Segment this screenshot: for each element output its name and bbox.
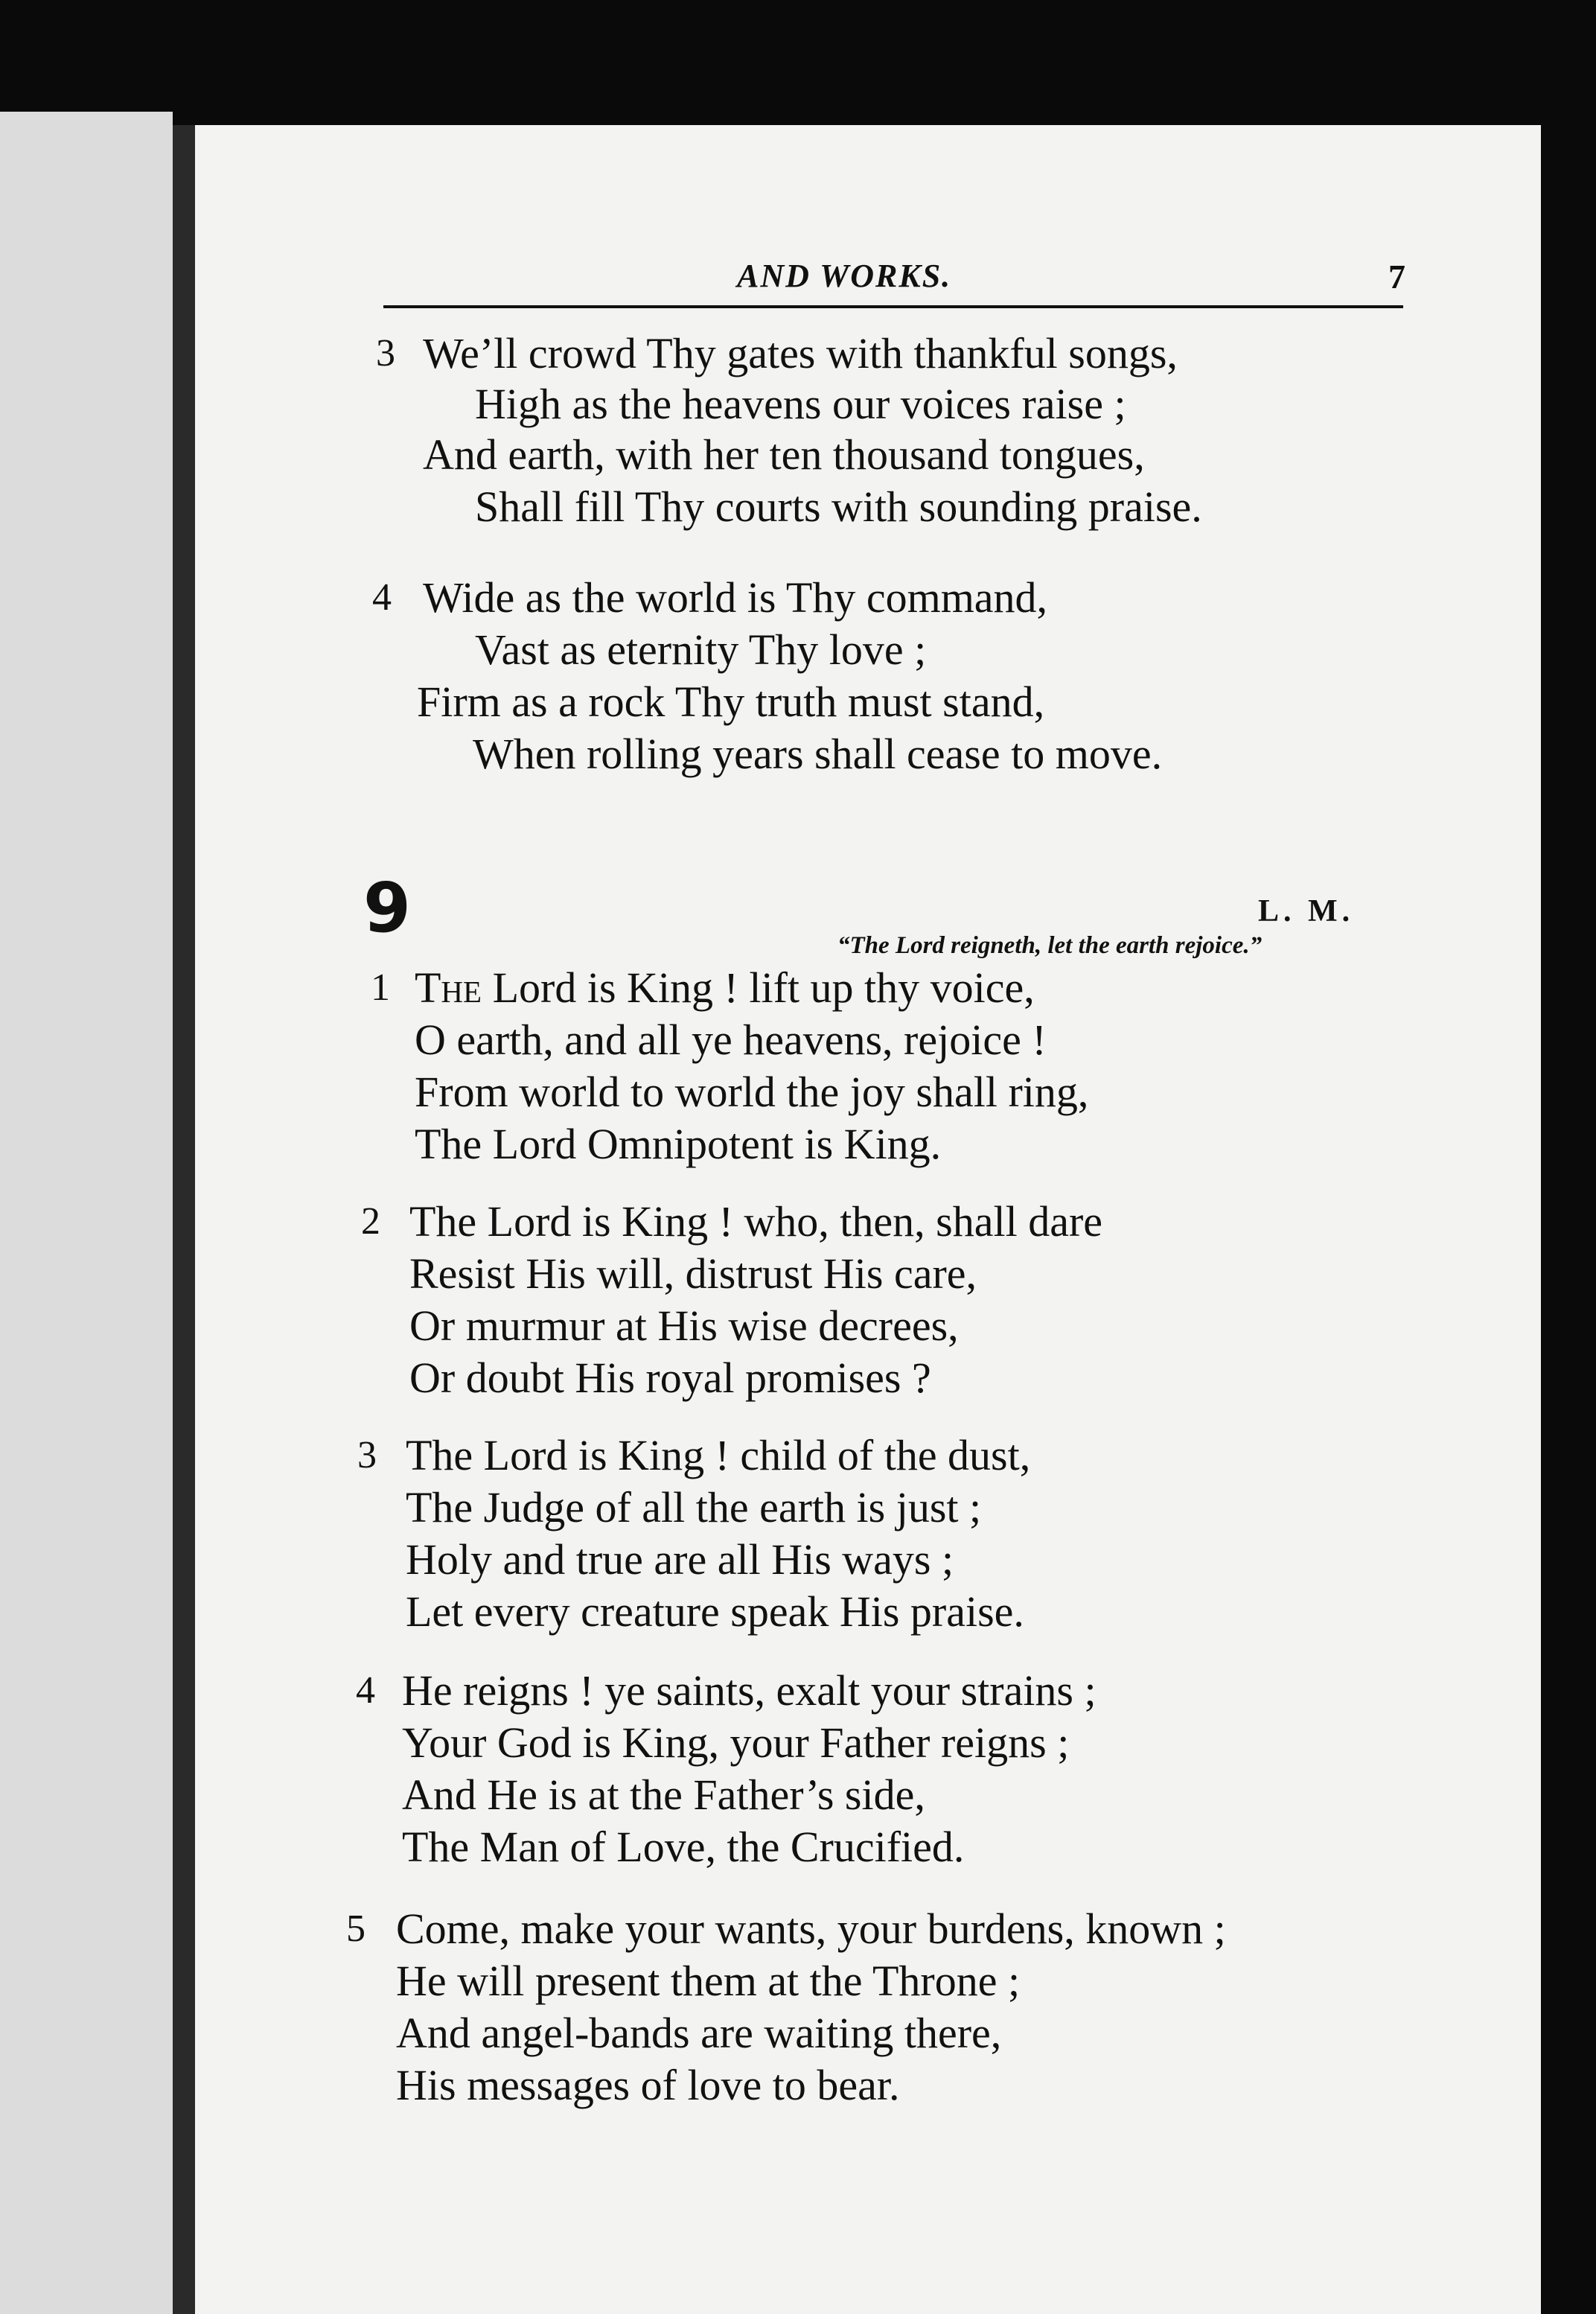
verse-line: And He is at the Father’s side, — [402, 1770, 925, 1819]
verse-line: From world to world the joy shall ring, — [415, 1068, 1089, 1116]
verse-line: The Judge of all the earth is just ; — [406, 1483, 982, 1531]
verse-line: He reigns ! ye saints, exalt your strains ; — [402, 1666, 1097, 1715]
facing-page-margin — [0, 112, 173, 2314]
verse-line: When rolling years shall cease to move. — [473, 730, 1163, 778]
verse-line: Wide as the world is Thy command, — [423, 573, 1048, 622]
header-rule — [383, 305, 1403, 308]
verse-line-first — [415, 962, 1035, 1014]
page-number: 7 — [1388, 258, 1405, 296]
verse-line: And earth, with her ten thousand tongues, — [423, 430, 1145, 479]
verse-line: Come, make your wants, your burdens, known ; — [396, 1905, 1226, 1953]
first-word: The — [415, 963, 482, 1012]
verse-line: The Man of Love, the Crucified. — [402, 1823, 965, 1871]
verse-number: 5 — [346, 1907, 366, 1950]
verse-line: The Lord is King ! who, then, shall dare — [409, 1197, 1103, 1246]
verse-number: 3 — [357, 1434, 377, 1476]
verse-line: Shall fill Thy courts with sounding praise. — [475, 482, 1202, 531]
hymn-epigraph: “The Lord reigneth, let the earth rejoice.” — [837, 932, 1263, 959]
first-line-rest: Lord is King ! lift up thy voice, — [482, 963, 1035, 1012]
verse-line: We’ll crowd Thy gates with thankful songs, — [423, 329, 1178, 377]
verse-line: His messages of love to bear. — [396, 2061, 900, 2109]
verse-line: Holy and true are all His ways ; — [406, 1535, 954, 1584]
verse-number: 2 — [361, 1200, 380, 1243]
verse-line: And angel-bands are waiting there, — [396, 2009, 1002, 2057]
verse-line: The Lord is King ! child of the dust, — [406, 1431, 1031, 1479]
verse-line: Firm as a rock Thy truth must stand, — [417, 678, 1045, 726]
verse-line: O earth, and all ye heavens, rejoice ! — [415, 1016, 1047, 1064]
running-head: AND WORKS. — [737, 258, 952, 294]
verse-number: 1 — [371, 966, 390, 1009]
verse-line: Or doubt His royal promises ? — [409, 1354, 931, 1402]
verse-number: 4 — [372, 576, 392, 619]
book-gutter — [173, 125, 195, 2314]
verse-line: Vast as eternity Thy love ; — [475, 625, 927, 674]
verse-line: Resist His will, distrust His care, — [409, 1249, 977, 1298]
verse-line: High as the heavens our voices raise ; — [475, 380, 1126, 428]
verse-line: The Lord Omnipotent is King. — [415, 1120, 942, 1168]
hymn-meter: L. M. — [1258, 894, 1355, 928]
verse-line: He will present them at the Throne ; — [396, 1957, 1021, 2005]
hymn-number: 9 — [363, 868, 412, 948]
verse-number: 3 — [376, 332, 395, 374]
verse-line: Let every creature speak His praise. — [406, 1587, 1024, 1636]
verse-line: Your God is King, your Father reigns ; — [402, 1718, 1070, 1767]
verse-line: Or murmur at His wise decrees, — [409, 1301, 959, 1350]
verse-number: 4 — [356, 1669, 375, 1712]
